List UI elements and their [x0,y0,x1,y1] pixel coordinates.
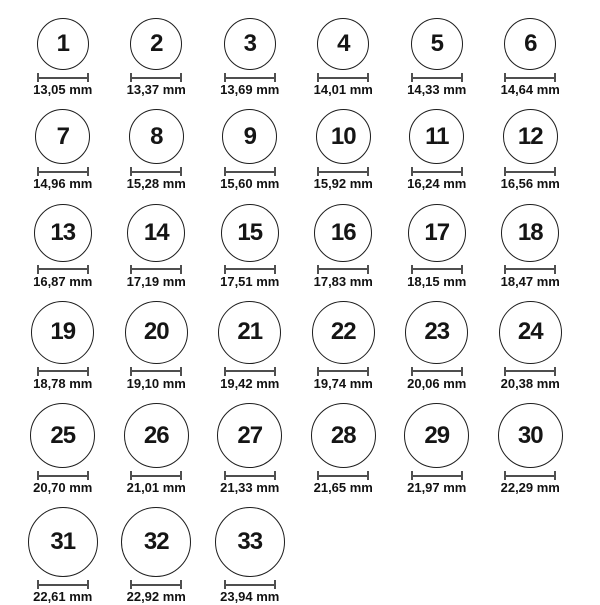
ring-circle [37,18,89,70]
ring-size-cell [297,301,391,391]
ring-size-cell [110,18,204,97]
ring-size-number: 16 [330,218,356,246]
diameter-label: 19,42 mm [220,375,280,391]
ring-size-cell [297,204,391,289]
ring-size-cell [16,301,110,391]
ring-size-number: 5 [430,30,443,57]
diameter-ruler-icon [317,265,369,274]
diameter-ruler-icon [37,73,89,82]
ring-size-number: 26 [143,421,169,449]
ring-size-number: 15 [237,218,263,246]
ring-size-cell [390,109,484,191]
ring-size-number: 6 [524,30,537,57]
diameter-label: 17,83 mm [313,273,373,289]
ring-size-cell [484,301,578,391]
diameter-ruler-icon [317,367,369,376]
ring-size-cell [16,18,110,97]
ring-size-number: 14 [143,218,169,246]
size-row-6 [16,507,600,604]
diameter-ruler-icon [130,265,182,274]
ring-size-cell [297,403,391,495]
ring-size-number: 24 [517,318,543,346]
diameter-label: 13,37 mm [126,82,186,97]
ring-size-cell [110,403,204,495]
ring-circle [314,204,372,262]
diameter-label: 13,69 mm [220,82,280,97]
diameter-ruler-icon [504,73,556,82]
ring-circle [404,403,469,468]
diameter-label: 14,01 mm [313,82,373,97]
ring-size-number: 20 [143,318,169,346]
diameter-label: 17,51 mm [220,273,280,289]
ring-size-cell [110,507,204,604]
diameter-ruler-icon [317,73,369,82]
diameter-ruler-icon [130,580,182,589]
ring-circle [409,109,464,164]
ring-circle [34,204,92,262]
diameter-label: 15,60 mm [220,176,280,192]
ring-size-number: 12 [517,122,543,150]
diameter-label: 18,47 mm [500,273,560,289]
ring-size-number: 18 [517,218,543,246]
diameter-ruler-icon [411,471,463,480]
ring-size-number: 10 [330,122,356,150]
diameter-label: 18,78 mm [33,375,93,391]
ring-size-cell [110,301,204,391]
diameter-label: 22,92 mm [126,589,186,605]
ring-size-cell [484,109,578,191]
ring-circle [121,507,191,577]
diameter-label: 21,01 mm [126,480,186,496]
ring-size-number: 7 [56,122,69,150]
ring-circle [316,109,371,164]
diameter-label: 16,87 mm [33,273,93,289]
diameter-label: 19,74 mm [313,375,373,391]
ring-circle [408,204,466,262]
ring-size-cell [390,301,484,391]
diameter-ruler-icon [411,167,463,176]
ring-size-number: 23 [424,318,450,346]
diameter-ruler-icon [37,471,89,480]
ring-size-cell [16,204,110,289]
diameter-ruler-icon [130,471,182,480]
diameter-ruler-icon [224,580,276,589]
ring-circle [498,403,563,468]
diameter-ruler-icon [130,167,182,176]
diameter-label: 21,97 mm [407,480,467,496]
diameter-ruler-icon [37,367,89,376]
ring-circle [217,403,282,468]
diameter-ruler-icon [411,265,463,274]
diameter-ruler-icon [224,471,276,480]
ring-circle [125,301,188,364]
ring-circle [317,18,369,70]
diameter-ruler-icon [504,367,556,376]
diameter-label: 14,96 mm [33,176,93,192]
ring-size-number: 17 [424,218,450,246]
ring-size-cell [484,403,578,495]
ring-size-cell [297,109,391,191]
ring-circle [221,204,279,262]
ring-size-cell [203,403,297,495]
ring-size-number: 13 [50,218,76,246]
ring-circle [311,403,376,468]
ring-circle [411,18,463,70]
diameter-label: 17,19 mm [126,273,186,289]
ring-circle [503,109,558,164]
diameter-label: 19,10 mm [126,375,186,391]
diameter-ruler-icon [411,367,463,376]
diameter-label: 22,29 mm [500,480,560,496]
ring-circle [130,18,182,70]
diameter-ruler-icon [37,580,89,589]
size-row-5 [16,403,600,495]
diameter-label: 23,94 mm [220,589,280,605]
size-row-3 [16,204,600,289]
ring-circle [218,301,281,364]
ring-size-cell [297,18,391,97]
diameter-label: 21,33 mm [220,480,280,496]
diameter-ruler-icon [504,265,556,274]
diameter-ruler-icon [224,367,276,376]
ring-size-cell [484,18,578,97]
size-row-4 [16,301,600,391]
ring-size-number: 2 [150,30,163,57]
ring-size-cell [390,204,484,289]
ring-size-cell [203,109,297,191]
diameter-label: 21,65 mm [313,480,373,496]
diameter-ruler-icon [224,167,276,176]
ring-circle [222,109,277,164]
diameter-label: 15,92 mm [313,176,373,192]
diameter-ruler-icon [37,167,89,176]
diameter-label: 16,24 mm [407,176,467,192]
ring-size-number: 11 [425,122,449,150]
diameter-ruler-icon [224,265,276,274]
ring-size-cell [110,204,204,289]
diameter-label: 13,05 mm [33,82,93,97]
ring-size-cell [203,507,297,604]
ring-circle [215,507,285,577]
diameter-ruler-icon [37,265,89,274]
ring-circle [35,109,90,164]
diameter-label: 20,38 mm [500,375,560,391]
ring-size-number: 27 [237,421,263,449]
ring-size-number: 28 [330,421,356,449]
diameter-ruler-icon [411,73,463,82]
ring-size-cell [110,109,204,191]
ring-size-cell [484,204,578,289]
diameter-ruler-icon [130,367,182,376]
ring-size-number: 19 [50,318,76,346]
diameter-label: 15,28 mm [126,176,186,192]
ring-size-number: 9 [243,122,256,150]
ring-size-number: 1 [56,30,69,57]
diameter-label: 22,61 mm [33,589,93,605]
diameter-label: 20,06 mm [407,375,467,391]
ring-circle [312,301,375,364]
diameter-ruler-icon [504,167,556,176]
ring-circle [501,204,559,262]
diameter-ruler-icon [317,167,369,176]
ring-circle [504,18,556,70]
ring-size-number: 30 [517,421,543,449]
diameter-label: 14,64 mm [500,82,560,97]
ring-circle [224,18,276,70]
ring-size-number: 8 [150,122,163,150]
ring-size-cell [203,301,297,391]
diameter-ruler-icon [224,73,276,82]
ring-size-number: 33 [237,528,263,556]
ring-circle [405,301,468,364]
ring-size-number: 29 [424,421,450,449]
ring-size-number: 22 [330,318,356,346]
diameter-label: 18,15 mm [407,273,467,289]
ring-size-cell [16,109,110,191]
ring-size-number: 21 [237,318,263,346]
ring-size-cell [390,18,484,97]
ring-size-cell [390,403,484,495]
ring-circle [31,301,94,364]
ring-size-number: 31 [50,528,76,556]
ring-circle [124,403,189,468]
ring-circle [28,507,98,577]
ring-size-cell [203,18,297,97]
ring-size-number: 25 [50,421,76,449]
diameter-ruler-icon [317,471,369,480]
size-row-1 [16,18,600,97]
diameter-ruler-icon [130,73,182,82]
ring-circle [499,301,562,364]
ring-size-cell [203,204,297,289]
ring-circle [127,204,185,262]
diameter-label: 14,33 mm [407,82,467,97]
ring-size-number: 3 [243,30,256,57]
diameter-ruler-icon [504,471,556,480]
ring-circle [129,109,184,164]
ring-circle [30,403,95,468]
ring-size-number: 4 [337,30,350,57]
ring-size-cell [16,507,110,604]
ring-size-number: 32 [143,528,169,556]
diameter-label: 20,70 mm [33,480,93,496]
diameter-label: 16,56 mm [500,176,560,192]
ring-size-cell [16,403,110,495]
size-row-2 [16,109,600,191]
